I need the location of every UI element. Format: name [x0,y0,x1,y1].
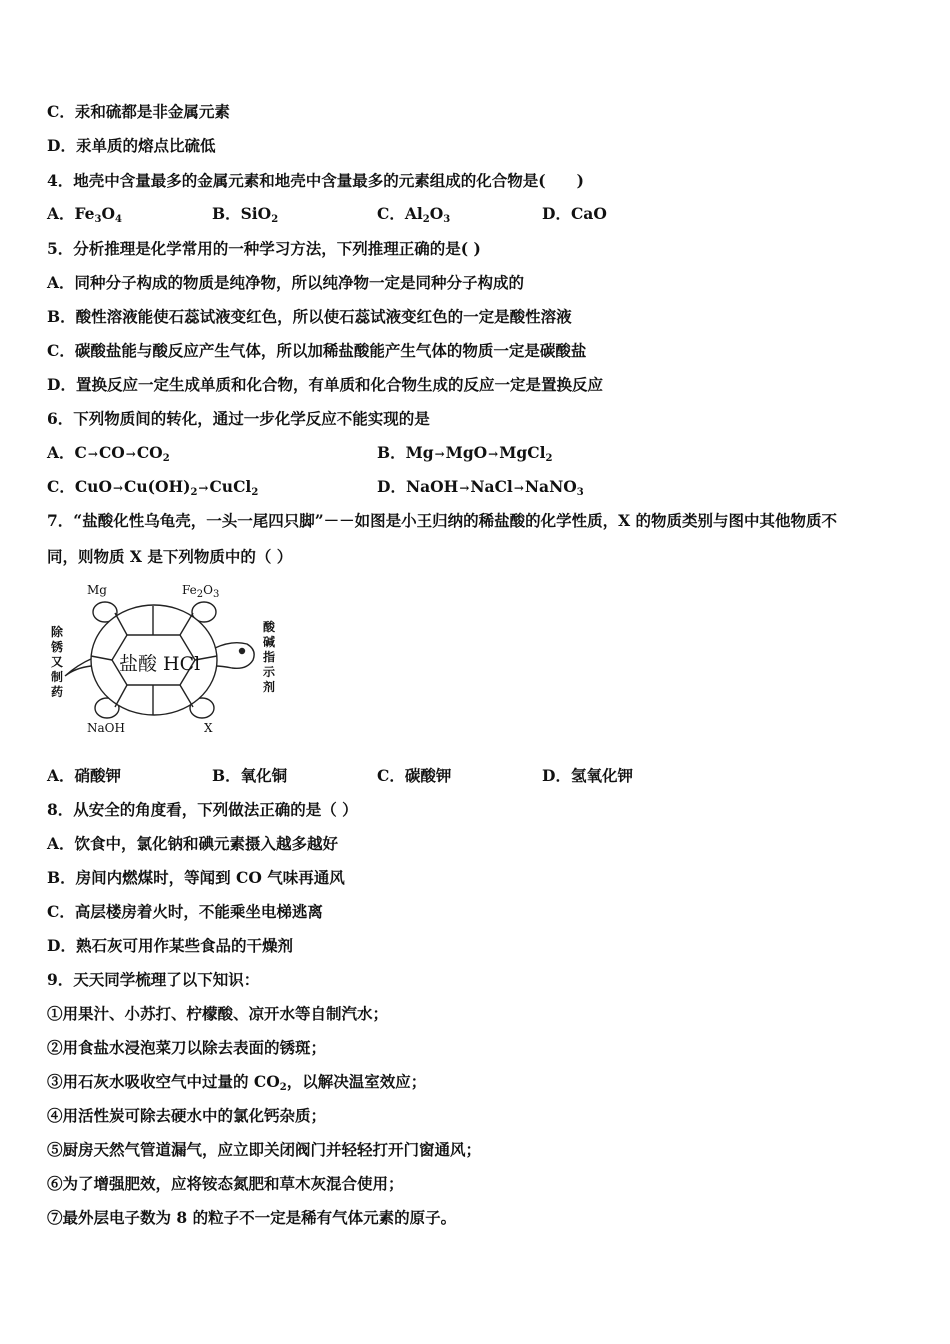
turtle-tail [65,658,93,676]
label-indicator: 酸碱指示剂 [262,620,275,694]
arrow-icon: → [513,481,524,495]
q5-option-b: B．酸性溶液能使石蕊试液变红色，所以使石蕊试液变红色的一定是酸性溶液 [47,307,572,326]
arrow-icon: → [125,447,136,461]
q6-stem: 6．下列物质间的转化，通过一步化学反应不能实现的是 [47,409,430,428]
arrow-icon: → [198,481,209,495]
q8-option-d: D．熟石灰可用作某些食品的干燥剂 [47,936,293,955]
turtle-diagram [47,580,287,740]
arrow-icon: → [112,481,124,495]
q9-item-6: ⑥为了增强肥效，应将铵态氮肥和草木灰混合使用； [47,1174,404,1193]
turtle-head [215,643,254,669]
q3-option-d: D．汞单质的熔点比硫低 [47,136,216,155]
q5-stem: 5．分析推理是化学常用的一种学习方法，下列推理正确的是( ) [47,239,481,258]
q7-option-c: C．碳酸钾 [377,766,452,785]
q4-option-c: C．$Al_2O_3$ [377,204,451,225]
q4-stem: 4．地壳中含量最多的金属元素和地壳中含量最多的元素组成的化合物是( ) [47,171,584,190]
arrow-icon: → [87,447,98,461]
q7-option-d: D．氢氧化钾 [542,766,633,785]
q9-item-3: ③用石灰水吸收空气中过量的 $CO_2$，以解决温室效应； [47,1072,427,1093]
q5-option-d: D．置换反应一定生成单质和化合物，有单质和化合物生成的反应一定是置换反应 [47,375,603,394]
center-label: 盐酸 HCl [119,653,201,675]
q8-option-b: B．房间内燃煤时，等闻到 CO 气味再通风 [47,868,345,887]
q6-option-d: D．NaOH→NaCl→NaNO$_3$ [377,477,584,498]
q3-option-c: C．汞和硫都是非金属元素 [47,102,230,121]
q7-option-a: A．硝酸钾 [47,766,122,785]
q9-item-2: ②用食盐水浸泡菜刀以除去表面的锈斑； [47,1038,327,1057]
q7-option-b: B．氧化铜 [212,766,288,785]
q4-option-d: D．CaO [542,204,607,223]
q6-option-c: C．$CuO\to Cu(OH)_2\to CuCl_2$ [47,477,259,498]
arrow-icon: → [488,447,499,461]
q9-item-5: ⑤厨房天然气管道漏气，应立即关闭阀门并轻轻打开门窗通风； [47,1140,482,1159]
q5-option-a: A．同种分子构成的物质是纯净物，所以纯净物一定是同种分子构成的 [47,273,525,292]
q6-option-a: A．$C\to CO\to CO_2$ [47,443,170,464]
label-x: X [204,721,213,735]
q9-item-4: ④用活性炭可除去硬水中的氯化钙杂质； [47,1106,327,1125]
label-fe2o3: $Fe_2O_3$ [182,583,220,600]
q8-option-c: C．高层楼房着火时，不能乘坐电梯逃离 [47,902,323,921]
arrow-icon: → [434,447,445,461]
arrow-icon: → [459,481,470,495]
q8-option-a: A．饮食中，氯化钠和碘元素摄入越多越好 [47,834,339,853]
q8-stem: 8．从安全的角度看，下列做法正确的是（ ） [47,800,358,819]
label-mg: Mg [87,583,107,597]
label-rust-removal: 除锈又制药 [50,625,63,699]
q4-option-a: A．$Fe_3O_4$ [47,204,122,225]
q9-item-7: ⑦最外层电子数为 8 的粒子不一定是稀有气体元素的原子。 [47,1208,457,1227]
q9-item-1: ①用果汁、小苏打、柠檬酸、凉开水等自制汽水； [47,1004,389,1023]
q9-stem: 9．天天同学梳理了以下知识： [47,970,260,989]
q5-option-c: C．碳酸盐能与酸反应产生气体，所以加稀盐酸能产生气体的物质一定是碳酸盐 [47,341,587,360]
turtle-eye [240,649,245,654]
q7-stem-line1: 7．“盐酸化性乌龟壳，一头一尾四只脚”－－如图是小王归纳的稀盐酸的化学性质，X 的物质类别与图中其他物质不 [47,511,838,530]
q4-option-b: B．SiO$_2$ [212,204,279,225]
label-naoh: NaOH [87,721,125,735]
q7-stem-line2: 同，则物质 X 是下列物质中的（ ） [47,547,293,566]
q6-option-b: B．Mg→MgO→MgCl$_2$ [377,443,553,464]
